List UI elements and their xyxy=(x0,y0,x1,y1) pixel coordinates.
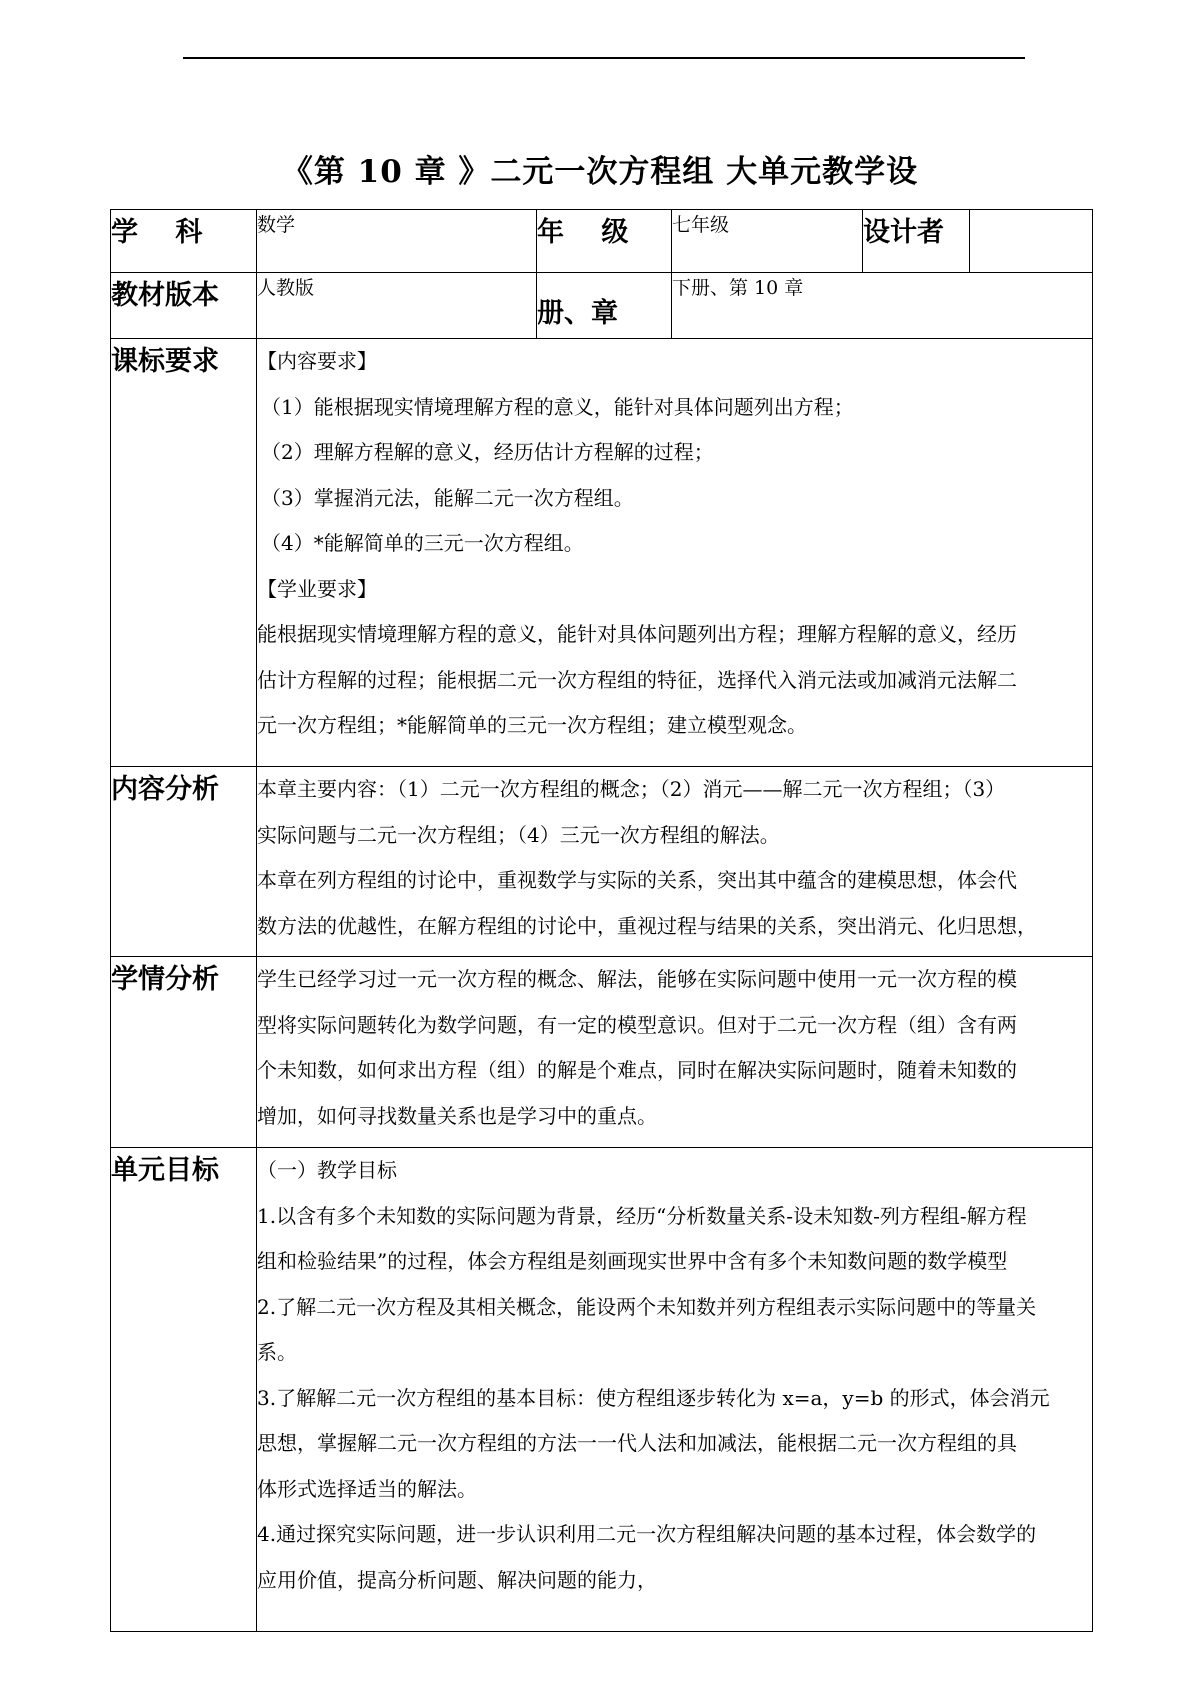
unit-goal-line: 应用价值，提高分析问题、解决问题的能力， xyxy=(257,1567,657,1592)
lesson-design-table xyxy=(110,209,1093,1632)
content-item: （4）*能解简单的三元一次方程组。 xyxy=(261,531,584,555)
unit-goal-line: 2.了解二元一次方程及其相关概念，能设两个未知数并列方程组表示实际问题中的等量关 xyxy=(257,1294,1037,1319)
student-analysis-line: 个未知数，如何求出方程（组）的解是个难点，同时在解决实际问题时，随着未知数的 xyxy=(257,1058,1017,1082)
volume-value: 下册、第 10 章 xyxy=(672,273,1093,339)
info-row-1 xyxy=(111,210,1093,273)
standards-content xyxy=(257,339,1093,767)
header-rule xyxy=(183,57,1025,59)
student-analysis-line: 型将实际问题转化为数学问题，有一定的模型意识。但对于二元一次方程（组）含有两 xyxy=(257,1012,1017,1037)
student-analysis-line: 学生已经学习过一元一次方程的概念、解法，能够在实际问题中使用一元一次方程的模 xyxy=(257,967,1017,991)
standards-label: 课标要求 xyxy=(111,339,257,767)
student-analysis-text xyxy=(257,957,1093,1148)
academic-requirements-heading: 【学业要求】 xyxy=(257,576,377,601)
grade-value: 七年级 xyxy=(672,210,863,273)
content-analysis-line: 实际问题与二元一次方程组；（4）三元一次方程组的解法。 xyxy=(257,822,780,847)
edition-label: 教材版本 xyxy=(111,273,257,339)
edition-value: 人教版 xyxy=(257,273,537,339)
designer-value xyxy=(970,210,1093,273)
content-requirements-heading: 【内容要求】 xyxy=(257,349,377,373)
content-analysis-line: 数方法的优越性，在解方程组的讨论中，重视过程与结果的关系，突出消元、化归思想， xyxy=(257,913,1037,938)
document-title: 《第 10 章 》二元一次方程组 大单元教学设 xyxy=(281,154,919,190)
unit-goal-line: 体形式选择适当的解法。 xyxy=(257,1476,477,1501)
unit-goal-line: 系。 xyxy=(257,1340,297,1364)
unit-goal-line: 思想，掌握解二元一次方程组的方法一一代人法和加减法，能根据二元一次方程组的具 xyxy=(257,1431,1017,1455)
volume-label: 册、章 xyxy=(537,273,672,339)
student-analysis-label: 学情分析 xyxy=(111,957,257,1148)
content-item: （3）掌握消元法，能解二元一次方程组。 xyxy=(261,485,634,510)
subject-label: 学 科 xyxy=(111,210,257,273)
academic-line: 估计方程解的过程；能根据二元一次方程组的特征，选择代入消元法或加减消元法解二 xyxy=(257,667,1017,692)
unit-goals-label: 单元目标 xyxy=(111,1148,257,1632)
academic-line: 元一次方程组；*能解简单的三元一次方程组；建立模型观念。 xyxy=(257,713,807,737)
unit-goal-line: （一）教学目标 xyxy=(257,1158,397,1182)
unit-goals-row xyxy=(111,1148,1093,1632)
standards-row xyxy=(111,339,1093,767)
content-analysis-text xyxy=(257,767,1093,957)
subject-value: 数学 xyxy=(257,210,537,273)
academic-line: 能根据现实情境理解方程的意义，能针对具体问题列出方程；理解方程解的意义，经历 xyxy=(257,622,1017,646)
unit-goal-line: 1.以含有多个未知数的实际问题为背景，经历“分析数量关系-设未知数-列方程组-解方程 xyxy=(257,1203,1027,1228)
unit-goal-line: 4.通过探究实际问题，进一步认识利用二元一次方程组解决问题的基本过程，体会数学的 xyxy=(257,1522,1037,1546)
content-analysis-line: 本章主要内容：（1）二元一次方程组的概念；（2）消元——解二元一次方程组；（3） xyxy=(257,777,1006,801)
content-analysis-line: 本章在列方程组的讨论中，重视数学与实际的关系，突出其中蕴含的建模思想，体会代 xyxy=(257,868,1017,892)
student-analysis-line: 增加，如何寻找数量关系也是学习中的重点。 xyxy=(257,1103,657,1128)
unit-goal-line: 组和检验结果”的过程，体会方程组是刻画现实世界中含有多个未知数问题的数学模型 xyxy=(257,1249,1008,1273)
content-item: （1）能根据现实情境理解方程的意义，能针对具体问题列出方程； xyxy=(261,394,854,419)
student-analysis-row xyxy=(111,957,1093,1148)
unit-goal-line: 3.了解解二元一次方程组的基本目标：使方程组逐步转化为 x=a，y=b 的形式，体会消元 xyxy=(257,1385,1050,1410)
info-row-2 xyxy=(111,273,1093,339)
content-item: （2）理解方程解的意义，经历估计方程解的过程； xyxy=(261,440,714,464)
grade-label: 年 级 xyxy=(537,210,672,273)
content-analysis-row xyxy=(111,767,1093,957)
content-analysis-label: 内容分析 xyxy=(111,767,257,957)
unit-goals-text xyxy=(257,1148,1093,1632)
designer-label: 设计者 xyxy=(863,210,970,273)
